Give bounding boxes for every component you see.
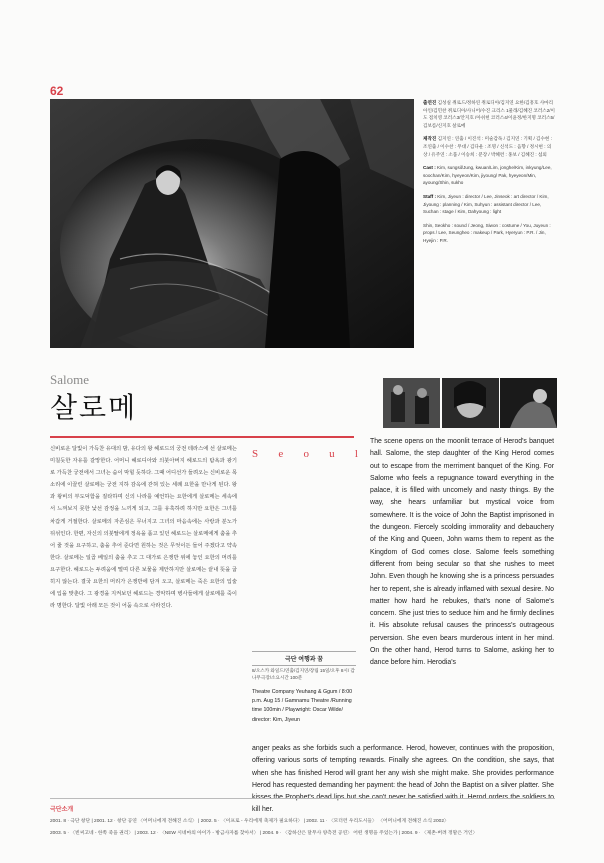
- thumbnail-photo-2: [442, 378, 499, 428]
- staff-label: 제작진: [423, 136, 437, 142]
- cast-en-label: Cast :: [423, 165, 436, 171]
- history-line: 2003. 5 · 〈빈씨고네 - 한쪽 죽을 권리〉 | 2003. 12 · 〈NEW 시네마의 아이가 - 방금사자를 찾아서〉 | 2004. 9 · 〈감하산은 달무사 양측전 공연〉 어떤 생명을 주었는가 | 2004. 9 · 〈제촌-버려 정말은 거인〉: [50, 830, 478, 836]
- staff-en-2: Shin, Seokho : sound / Jeong, Siwon : costume / You, Juyeun : props / Lee, Seungheo : makeup / Park, Hyeryun : P.R. / Jin, Hyejin : P.R.: [423, 222, 551, 243]
- synopsis-english: The scene opens on the moonlit terrace of Herod's banquet hall. Salome, the step daughter of the King Herod comes out to escape from the merriment banquet of the King. For Salome who feels a repugnance toward everything in the palace, it is filled with uncomely and nasty things. By the way, she hears unfamiliar but mystical voice from somewhere. It is the voice of John the Baptist imprisoned in the dungeon. Fiercely scolding immorality and debauchery of the King and Queen, John warns them to repent as the Kingdom of God comes close. Salome feels something different from being secular so that she rushes to meet John. Even though he knowing she is a princess persuades her to repent, she is already inflamed with sexual desire. No matter how hard he rebukes, that's none of Salome's concern. She just tries to seduce him and he firmly declines it. His absolute refusal causes the princess's outrageous perversion. She even bears murderous intent in her mind. On the other hand, Herod turns to Salome, asking her to dance before him. Herodia's: [370, 438, 554, 667]
- city-letter: o: [303, 448, 309, 460]
- accent-rule: [50, 436, 354, 438]
- performance-info-english: Theatre Company Yeuhang & Ggum / 8:00 p.m. Aug 15 / Gamnamu Theatre /Running time 100min / Playwright: Oscar Wilde/ director: Kim, Jiyeun: [252, 689, 353, 723]
- history-title: 극단소개: [50, 807, 74, 813]
- staff-ko: 김지연 : 연출 / 이진석 : 미술감독 / 김지연 : 기획 / 김수현 : 조연출 / 이수찬 : 무대 / 김다운 : 조명 / 신석도 : 음향 / 정시현 : 의상 / 유주연 : 소품 / 이승희 : 분장 / 박혜련 : 홍보 / 김혜진 : 섭외: [423, 136, 552, 157]
- staff-en-1: Kim, Jiyeun : director / Lee, Jinseok : art director / Kim, Jiyoung : planning / Kim, Suhyun : assistant director / Lee, Suchan : stage / Kim, Dahyoung : light: [423, 193, 549, 215]
- crew-label: 출연진: [423, 100, 437, 105]
- title-english: Salome: [50, 372, 89, 387]
- production-photo: [50, 99, 414, 348]
- divider: [50, 798, 555, 799]
- company-name: 극단 여행과 꿈: [252, 651, 356, 666]
- title-korean: 살로메: [50, 391, 138, 424]
- synopsis-english-continued: anger peaks as she forbids such a performance. Herod, however, continues with the proposition, offering various sorts of tempting rewards. Finally she agrees. On the condition, she says, that when she has finished Herod will grant her any wish she might make. She provides performance Herod has requested demanding her payment: the head of John the Baptist on a silver platter. She kill her.: [252, 745, 554, 814]
- thumbnail-photo-3: [500, 378, 557, 428]
- city-letter: e: [278, 448, 284, 460]
- synopsis-korean: 신비로운 달빛이 가득찬 유대의 밤, 유다의 왕 헤로드의 궁전 테라스에 선 살로메는 미칠듯한 자유를 갈망한다. 어머니 헤로디아와 의붓아버지 헤로드의 탐욕과 광기로 가득찬 궁전에서 그녀는 숨이 막힐 듯하다. 그때 어디선가 들려오는 신비로운 목소리에 이끌린 살로메는 궁전 지하 감옥에 갇혀 있는 세례 요한을 만나게 된다. 왕과 왕비의 부도덕함을 질타하며 신의 나라를 예언하는 요한에게 살로메는 세속에서 느껴보지 못한 낯선 감정을 느끼게 되고, 그를 유혹하려 하지만 요한은 그녀를 차갑게 거절한다. 살로메의 자존심은 무너지고 그녀의 마음속에는 사랑과 분노가 뒤섞인다. 한편, 자신의 의붓딸에게 정욕을 품고 있던 헤로드는 살로메에게 춤을 추어 줄 것을 요구하고, 춤을 추어 준다면 원하는 것은 무엇이든 들어 주겠다고 약속한다. 살로메는 일곱 베일의 춤을 추고 그 대가로 은쟁반 위에 놓인 요한의 머리를 요구한다. 헤로드는 두려움에 떨며 다른 보물을 제안하지만 살로메는 끝내 뜻을 굽히지 않는다. 결국 요한의 머리가 은쟁반에 담겨 오고, 살로메는 죽은 요한의 입술에 입을 맞춘다. 그 광경을 지켜보던 헤로드는 경악하며 병사들에게 살로메를 죽이라 명한다. 달빛 아래 모든 것이 어둠 속으로 사라진다.: [50, 446, 237, 610]
- page-number: 62: [50, 84, 64, 98]
- credits-block: [423, 99, 555, 251]
- city-letter: S: [252, 448, 259, 460]
- performance-info-korean: 8/오스카 와일드/연출/김지연/장림 15일/오후 8시/ 감나무극장/소요시간 100분: [252, 668, 355, 681]
- city-letter: u: [329, 448, 335, 460]
- company-history: [50, 816, 555, 839]
- history-line: 2001. 8 · 극단 창단 | 2001. 12 · 창단 공연 〈어머니에게 전해진 소식〉 | 2002. 5 · 〈이프로 - 우리에게 축제가 필요하다〉 | 2002. 11 · 〈모더런 우리도시들〉 〈어머니에게 전해진 소식 2002〉: [50, 819, 449, 824]
- staff-en-label: Staff :: [423, 193, 437, 199]
- thumbnail-photo-1: [383, 378, 440, 428]
- city-letter: l: [354, 448, 358, 460]
- cast-en: Kim, sungsil/Jung, kwuan/Lim, jonghe/Kim, inkyung/Lee, soochan/Kim, hyeyeon/Kim, jiyoung/ Pak, hyeyeon/Min, ayoung/Shin, sukho: [423, 165, 552, 186]
- city-label: [252, 448, 358, 460]
- crew-ko: 김성실 쥐로드/정하연 쥐로디아/김지연 요한/김흥호 사마리아인/김민찬 쥐로디아/사니어/수진 크리스 1물래/김혜진 코러스2/이도 점치영 코러스3/안지호 /아쉬헌 코러스4/이윤정/한지명 코러스5/김보름/신지호 살로메: [423, 100, 555, 128]
